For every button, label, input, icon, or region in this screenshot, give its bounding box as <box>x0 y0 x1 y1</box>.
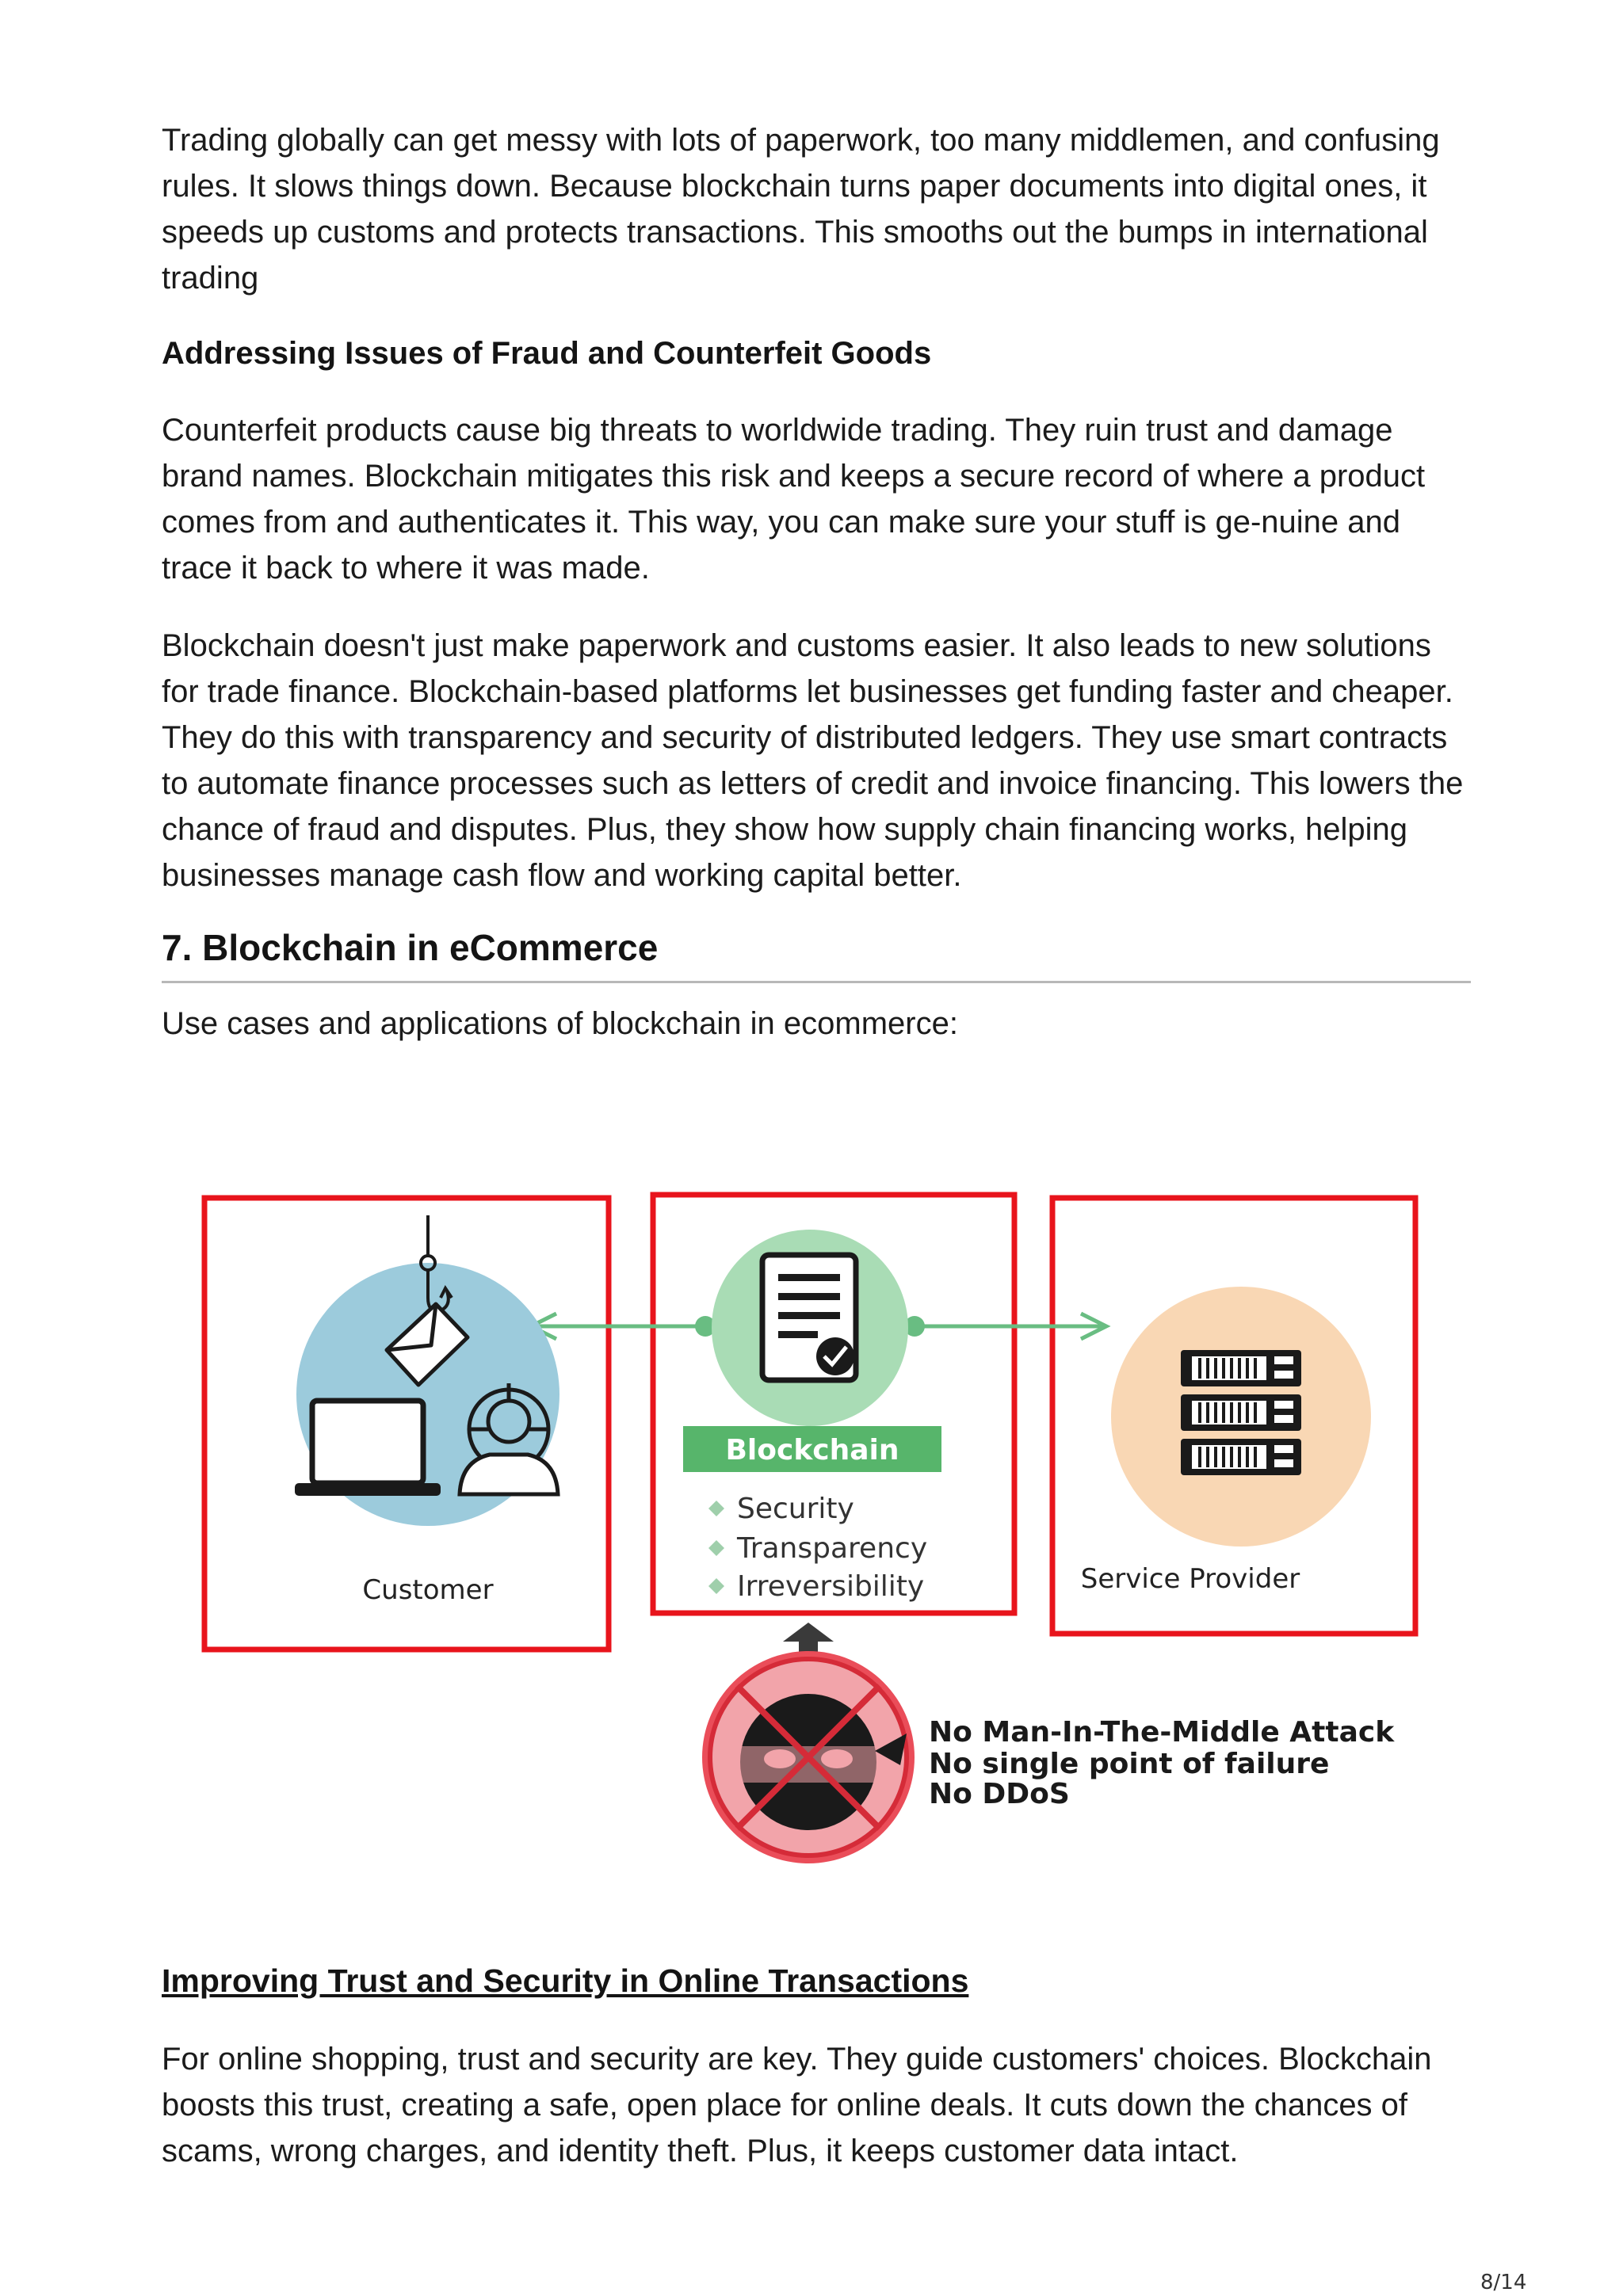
hacker-blocked-icon <box>702 1651 915 1863</box>
threat-ddos: No DDoS <box>929 1778 1070 1810</box>
section-title: 7. Blockchain in eCommerce <box>162 927 659 968</box>
trust-security-link[interactable]: Improving Trust and Security in Online Transactions <box>162 1962 969 1999</box>
article-body <box>162 117 1471 1047</box>
feature-list <box>708 1493 927 1603</box>
feature-item <box>708 1570 924 1603</box>
laptop-icon <box>295 1401 441 1496</box>
page-number: 8/14 <box>1480 2271 1527 2294</box>
blockchain-ecommerce-diagram <box>193 1187 1430 1876</box>
feature-transparency: Transparency <box>737 1532 928 1565</box>
heading-fraud: Addressing Issues of Fraud and Counterfeit Goods <box>162 336 932 371</box>
diamond-bullet-icon <box>708 1501 724 1516</box>
section-intro: Use cases and applications of blockchain in ecommerce: <box>162 1006 958 1041</box>
customer-label: Customer <box>362 1574 494 1606</box>
diamond-bullet-icon <box>708 1578 724 1594</box>
feature-item <box>708 1493 854 1525</box>
arrow-to-customer <box>531 1314 716 1339</box>
paragraph-trade: Trading globally can get messy with lots of paperwork, too many middlemen, and confusing rules. It slows things down. Because blockchain turns paper documents into digital ones, it speeds up customs and protects transactions. This smooths out the bumps in international trading <box>162 123 1440 296</box>
paragraph-online-trust: For online shopping, trust and security are key. They guide customers' choices. Blockchain boosts this trust, creating a safe, open place for online deals. It cuts down the chances of scams, wrong charges, and identity theft. Plus, it keeps customer data intact. <box>162 2042 1432 2168</box>
paragraph-trade-finance: Blockchain doesn't just make paperwork and customs easier. It also leads to new solutions for trade finance. Blockchain-based platforms let businesses get funding faster and cheaper. They do this with transparency and security of distributed ledgers. They use smart contracts to automate finance processes such as letters of credit and invoice financing. This lowers the chance of fraud and disputes. Plus, they show how supply chain financing works, helping businesses manage cash flow and working capital better. <box>162 628 1464 893</box>
provider-label: Service Provider <box>1080 1563 1300 1595</box>
feature-irreversibility: Irreversibility <box>737 1570 925 1603</box>
server-rack-icon <box>1181 1350 1301 1475</box>
threat-spof: No single point of failure <box>929 1748 1330 1780</box>
certificate-icon <box>762 1255 856 1380</box>
feature-security: Security <box>737 1493 854 1525</box>
arrow-to-provider <box>904 1314 1106 1339</box>
diamond-bullet-icon <box>708 1540 724 1556</box>
up-arrow-icon <box>783 1623 834 1654</box>
blockchain-label: Blockchain <box>725 1434 899 1466</box>
paragraph-counterfeit: Counterfeit products cause big threats to worldwide trading. They ruin trust and damage brand names. Blockchain mitigates this risk and keeps a secure record of where a product comes from and authenticates it. This way, you can make sure your stuff is ge-nuine and trace it back to where it was made. <box>162 413 1426 585</box>
feature-item <box>708 1532 927 1565</box>
section-divider <box>162 981 1471 983</box>
threat-mitm: No Man-In-The-Middle Attack <box>929 1716 1395 1749</box>
